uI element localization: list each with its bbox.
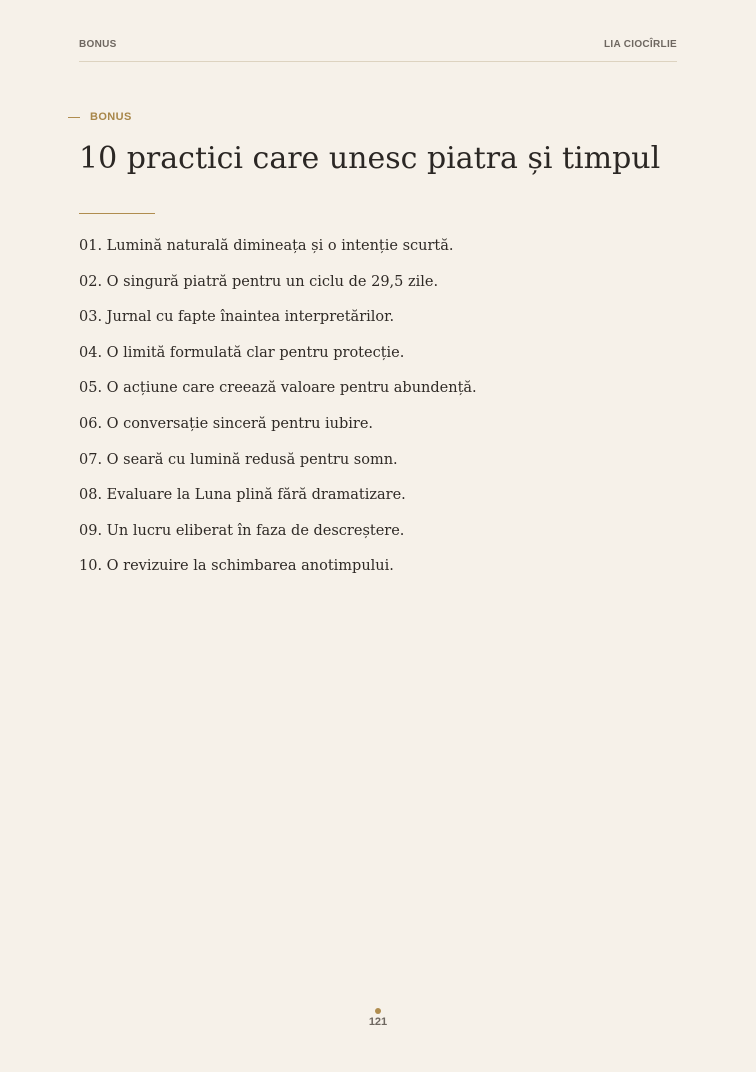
list-item: 07. O seară cu lumină redusă pentru somn.	[79, 451, 398, 468]
list-item: 02. O singură piatră pentru un ciclu de 29,5 zile.	[79, 273, 439, 290]
list-item: 05. O acțiune care creează valoare pentru abundență.	[79, 380, 477, 397]
list-item: 09. Un lucru eliberat în faza de descreștere.	[79, 522, 405, 539]
page-number: 121	[368, 1016, 388, 1028]
title-underline-divider	[79, 213, 155, 214]
page-title: 10 practici care unesc piatra și timpul	[79, 141, 661, 176]
header-section-name: BONUS	[79, 39, 117, 50]
running-header	[79, 38, 677, 62]
list-item: 03. Jurnal cu fapte înaintea interpretărilor.	[79, 309, 395, 326]
page-ornament-dot	[375, 1008, 381, 1014]
section-label-text: BONUS	[90, 111, 132, 123]
list-item: 10. O revizuire la schimbarea anotimpului.	[79, 558, 394, 575]
section-label	[68, 110, 132, 124]
list-item: 04. O limită formulată clar pentru protecție.	[79, 344, 405, 361]
section-dash-divider	[68, 117, 80, 118]
list-item: 06. O conversație sinceră pentru iubire.	[79, 415, 374, 432]
header-author-name: LIA CIOCÎRLIE	[604, 39, 677, 50]
practice-list	[79, 229, 477, 585]
list-item: 08. Evaluare la Luna plină fără dramatizare.	[79, 487, 406, 504]
list-item: 01. Lumină naturală dimineața și o intenție scurtă.	[79, 238, 454, 254]
